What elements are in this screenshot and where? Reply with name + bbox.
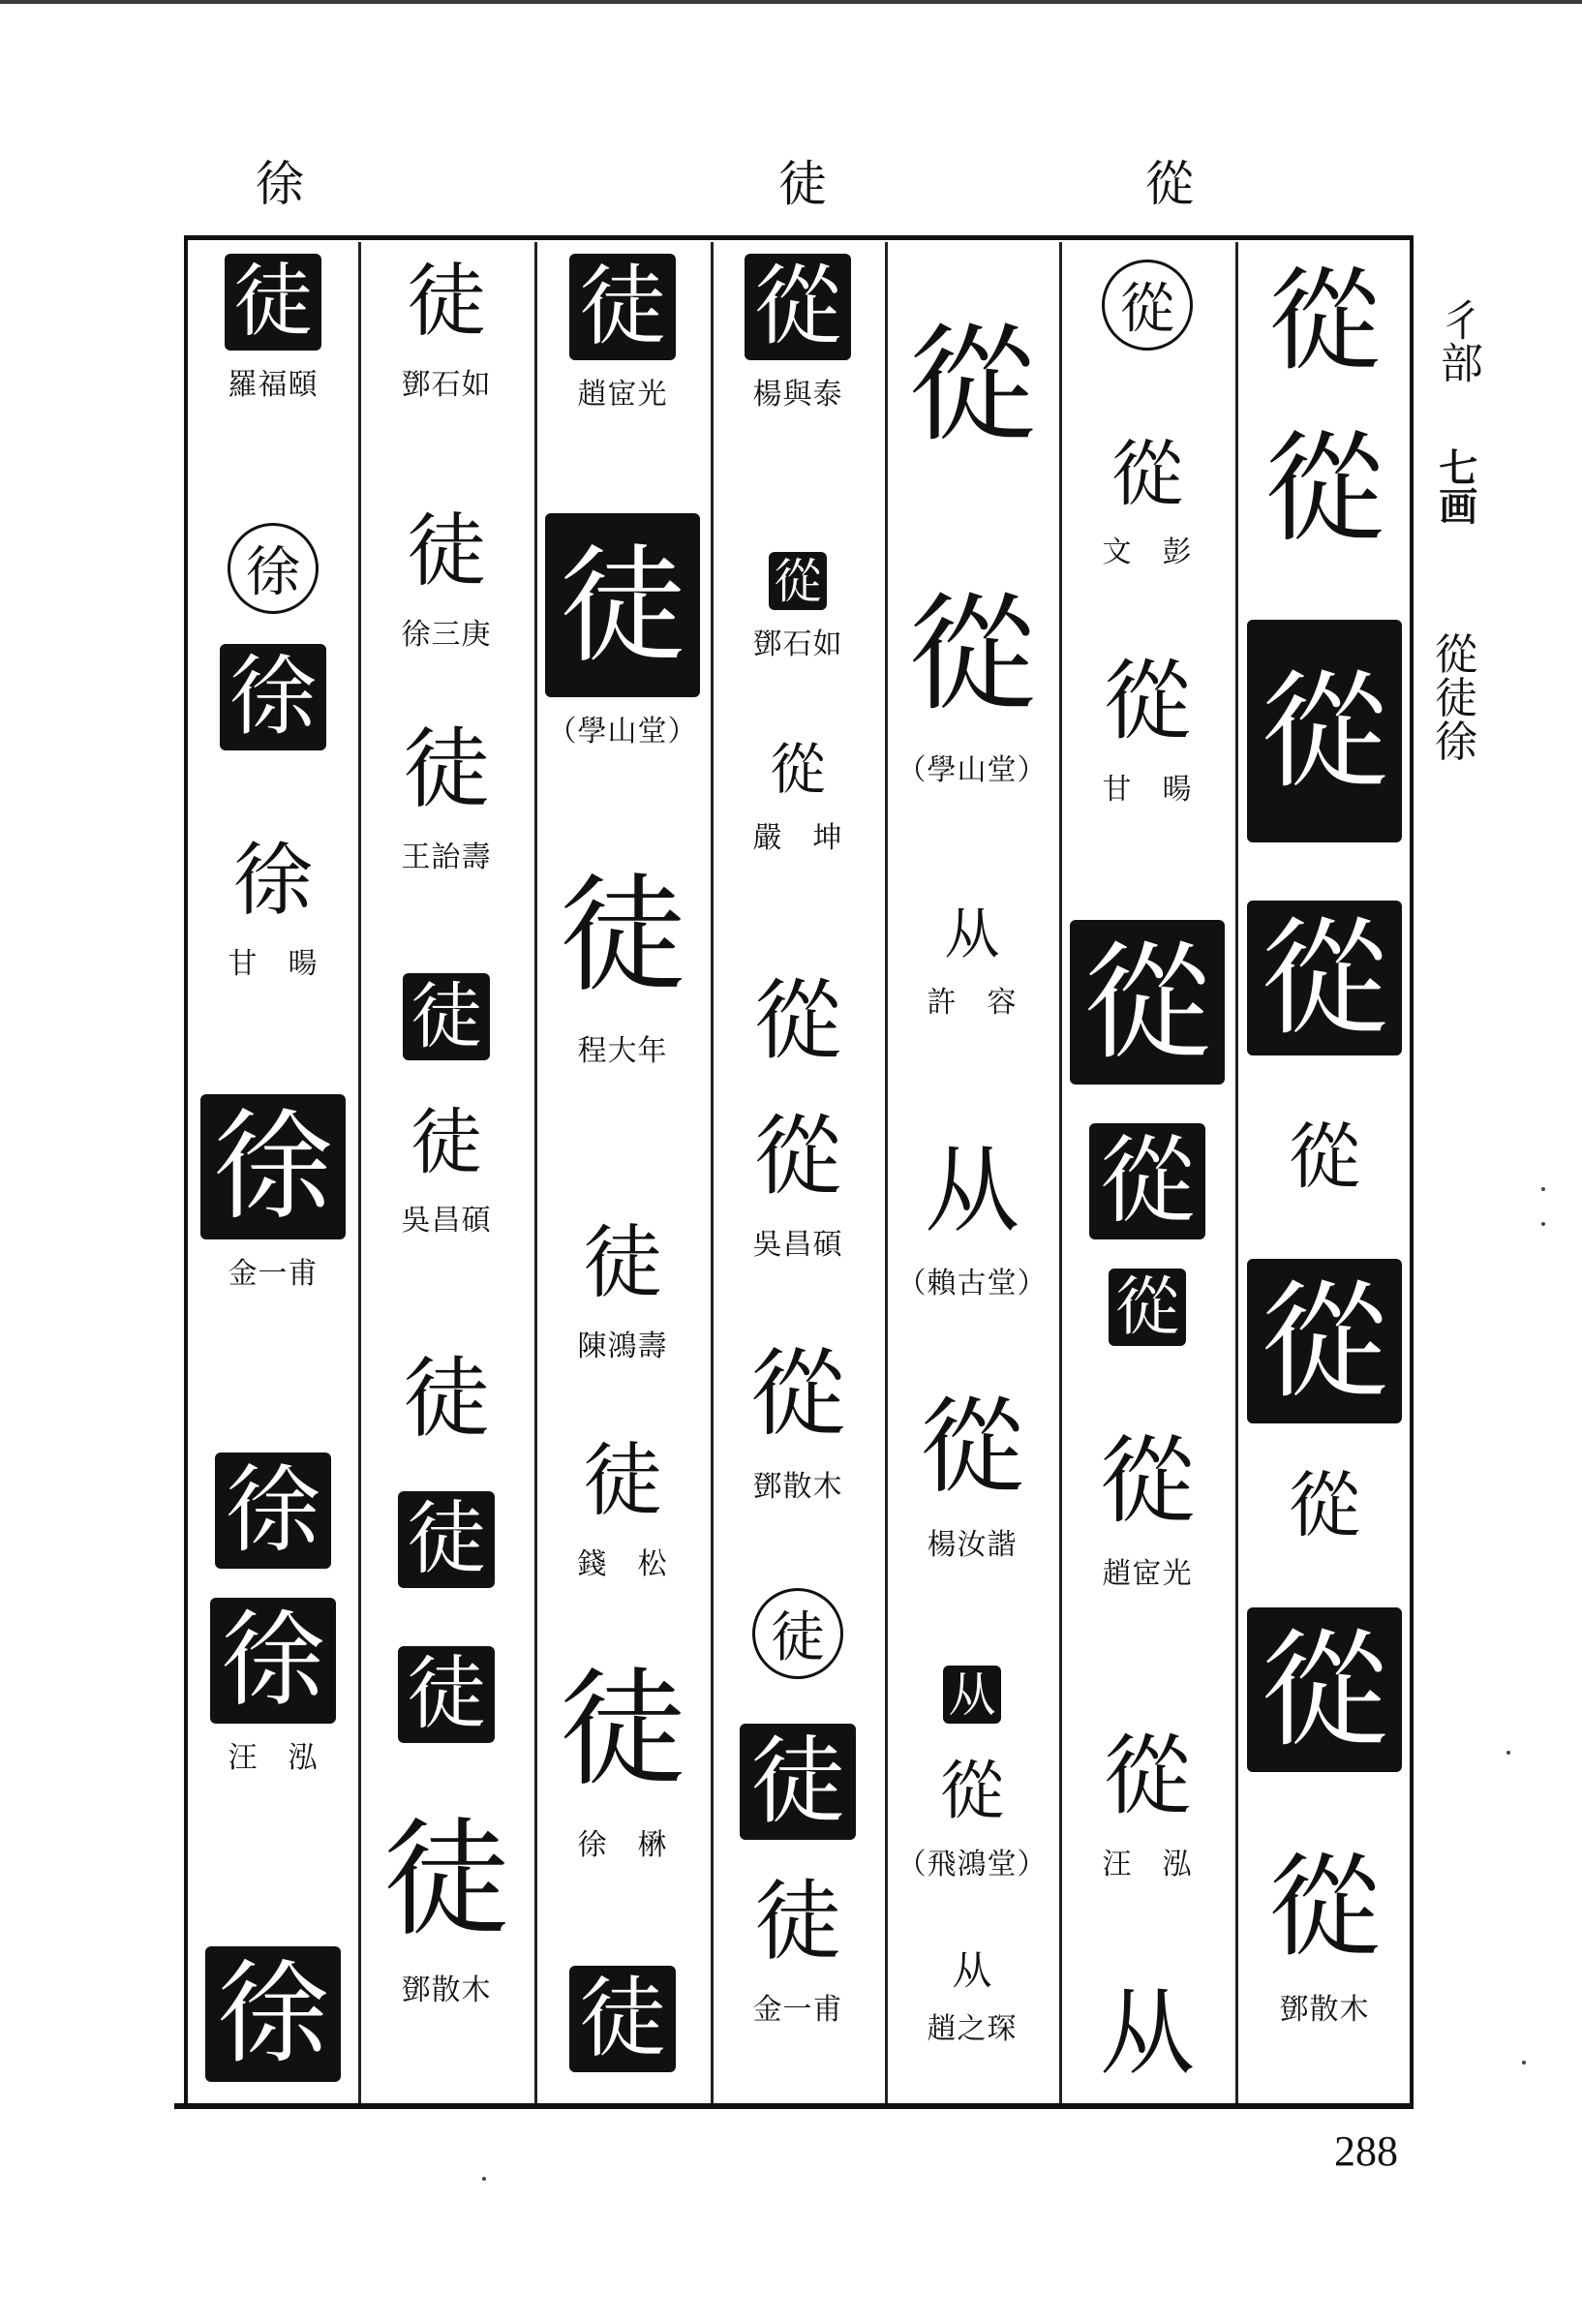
seal-impression-intaglio: 從 [1099,1426,1195,1537]
header-character-tu: 徒 [778,156,827,212]
column-divider [358,242,361,2103]
seal-carver-label: 吳昌碩 [401,1204,492,1238]
seal-entry [364,504,529,653]
seal-impression-intaglio: 徒 [403,1348,490,1450]
sidebar-index-item: 從 [1435,630,1477,680]
seal-entry [715,1104,880,1263]
seal-impression-relief: 从 [943,1666,1001,1724]
seal-impression-relief: 徒 [569,254,676,360]
seal-impression-intaglio: 徐 [232,835,313,927]
seal-entry [890,254,1054,515]
seal-entry [191,1598,355,1776]
seal-carver-label: 甘 暘 [1102,773,1193,807]
seal-impression-intaglio: 从 [1099,1978,1195,2089]
seal-entry [540,254,705,413]
sidebar-strokes-text: 七画 [1432,447,1477,525]
seal-impression-intaglio: 從 [1111,433,1183,516]
seal-carver-label: 金一甫 [228,1257,319,1291]
seal-entry [364,1491,529,1588]
seal-entry [1242,254,1407,389]
seal-carver-label: 甘 暘 [228,947,319,981]
seal-carver-label: 吳昌碩 [752,1228,843,1262]
seal-impression-relief: 徒 [398,1646,495,1743]
seal-carver-label: 鄧散木 [401,1973,492,2007]
seal-carver-label: 楊汝諧 [927,1528,1018,1562]
seal-impression-relief: 徒 [740,1724,856,1840]
sidebar-index-item: 徒 [1435,673,1477,723]
top-border-line [0,0,1582,4]
seal-entry [364,1801,529,2008]
seal-impression-relief: 從 [1247,620,1402,842]
seal-carver-label: 許 容 [927,986,1018,1020]
sidebar-stroke-count [1432,447,1477,525]
seal-impression-relief: 從 [1247,1607,1402,1772]
column-divider [1235,242,1238,2103]
seal-impression-relief: 從 [1089,1123,1205,1239]
seal-impression-intaglio: 從 [1104,651,1191,752]
seal-carver-label: 錢 松 [577,1547,668,1581]
seal-entry [1065,1724,1230,1882]
seal-impression-intaglio: 從 [754,1106,841,1208]
seal-carver-label: 王詒壽 [401,841,492,874]
seal-impression-intaglio: 徒 [406,256,486,348]
seal-impression-relief: 徐 [215,1452,331,1569]
seal-impression-intaglio: 徒 [559,1654,686,1803]
seal-impression-relief: 從 [1109,1269,1186,1346]
seal-impression-relief: 徒 [569,1966,676,2072]
seal-impression-relief: 徒 [403,973,490,1060]
seal-entry [715,552,880,662]
seal-entry [191,523,355,614]
seal-impression-intaglio: 從 [940,1754,1004,1828]
seal-entry [1242,620,1407,842]
seal-entry [364,1099,529,1238]
seal-entry [715,254,880,413]
seal-entry [890,1133,1054,1301]
sidebar-radical-text: 彳部 [1432,298,1482,383]
seal-entry [1242,1259,1407,1423]
sidebar-index-item: 徐 [1435,717,1477,767]
seal-carver-label: 趙宧光 [577,378,668,412]
seal-impression-intaglio: 從 [908,579,1036,728]
seal-entry [191,254,355,403]
seal-impression-intaglio: 從 [1268,1842,1381,1972]
seal-entry [1065,431,1230,570]
seal-entry [715,1336,880,1505]
seal-impression-relief: 徐 [200,1094,346,1239]
circled-character-marker: 從 [1102,260,1193,351]
seal-impression-intaglio: 從 [770,737,826,802]
seal-carver-label: 嚴 坤 [752,821,843,855]
seal-carver-label: 汪 泓 [228,1741,319,1775]
seal-impression-intaglio: 从 [924,1136,1019,1246]
seal-impression-intaglio: 從 [1289,1464,1360,1547]
seal-impression-intaglio: 從 [754,970,841,1072]
seal-impression-intaglio: 徒 [382,1804,510,1953]
seal-impression-intaglio: 徒 [559,860,686,1009]
circled-character-marker: 徐 [228,523,319,614]
seal-impression-relief: 徐 [205,1946,341,2082]
seal-entry [1065,649,1230,808]
seal-entry [715,736,880,856]
seal-entry [890,901,1054,1021]
seal-carver-label: （學山堂） [897,753,1048,787]
seal-impression-relief: 從 [1247,1259,1402,1423]
seal-impression-relief: 從 [745,254,851,360]
seal-carver-label: 程大年 [577,1034,668,1068]
seal-carver-label: （飛鴻堂） [897,1848,1048,1881]
seal-impression-intaglio: 徒 [403,719,490,820]
seal-impression-relief: 徒 [225,254,321,351]
seal-impression-relief: 從 [1247,901,1402,1055]
seal-impression-relief: 徐 [210,1598,336,1724]
seal-entry [1065,1269,1230,1346]
seal-impression-relief: 從 [769,552,827,610]
seal-entry [715,1869,880,2028]
seal-carver-label: 文 彭 [1102,535,1193,569]
seal-entry [540,513,705,749]
seal-entry [540,1433,705,1582]
seal-entry [1065,920,1230,1085]
seal-entry [364,717,529,875]
column-divider [885,242,888,2103]
page-number: 288 [1334,2127,1398,2175]
seal-impression-intaglio: 從 [1289,1116,1360,1199]
seal-entry [1065,260,1230,351]
seal-impression-relief: 徒 [398,1491,495,1588]
seal-carver-label: 金一甫 [752,1993,843,2027]
seal-carver-label: 楊與泰 [752,378,843,412]
seal-entry [1242,1114,1407,1201]
seal-carver-label: 羅福頤 [228,368,319,402]
seal-impression-intaglio: 從 [1264,419,1384,559]
seal-impression-intaglio: 从 [952,1946,992,1994]
seal-carver-label: 趙之琛 [927,2012,1018,2046]
seal-entry [540,1215,705,1364]
seal-impression-intaglio: 徒 [411,1101,482,1184]
seal-impression-intaglio: 從 [1268,256,1381,386]
seal-impression-intaglio: 徒 [754,1871,841,1972]
seal-carver-label: 鄧石如 [752,627,843,661]
seal-impression-intaglio: 徒 [582,1217,662,1309]
seal-entry [890,1946,1054,2047]
seal-entry [364,1346,529,1452]
seal-impression-intaglio: 從 [920,1387,1024,1508]
seal-impression-intaglio: 從 [1104,1726,1191,1827]
column-divider [1059,242,1062,2103]
header-character-xu: 徐 [256,156,304,212]
seal-entry [540,1646,705,1863]
seal-impression-intaglio: 徒 [406,505,486,597]
seal-entry [890,571,1054,788]
seal-entry [1242,1840,1407,2028]
sidebar-radical [1432,298,1482,383]
seal-impression-intaglio: 從 [908,310,1036,459]
seal-entry [540,852,705,1069]
seal-entry [540,1966,705,2072]
seal-entry [1242,1462,1407,1549]
seal-impression-relief: 徒 [545,513,700,697]
seal-carver-label: 鄧散木 [1279,1993,1370,2027]
seal-entry [364,973,529,1060]
seal-entry [715,968,880,1075]
seal-entry [191,1452,355,1569]
seal-impression-intaglio: 徒 [582,1435,662,1527]
seal-impression-relief: 從 [1070,920,1225,1085]
seal-entry [715,1724,880,1840]
seal-entry [191,1946,355,2082]
seal-entry [715,1588,880,1679]
seal-entry [890,1385,1054,1563]
column-divider [711,242,714,2103]
seal-carver-label: 陳鴻壽 [577,1330,668,1363]
seal-entry [191,833,355,982]
seal-entry [1065,1975,1230,2092]
seal-carver-label: 徐 楙 [577,1828,668,1862]
seal-entry [890,1753,1054,1882]
seal-entry [1242,901,1407,1055]
seal-entry [191,1094,355,1292]
sidebar-character-index [1435,630,1477,767]
seal-entry [1065,1123,1230,1239]
seal-carver-label: 鄧散木 [752,1470,843,1504]
seal-entry [1242,1607,1407,1772]
seal-carver-label: 趙宧光 [1102,1557,1193,1591]
seal-entry [890,1666,1054,1724]
header-character-cong: 從 [1145,156,1194,212]
seal-entry [364,254,529,403]
seal-carver-label: （賴古堂） [897,1267,1048,1300]
seal-carver-label: （學山堂） [547,715,698,749]
seal-impression-relief: 徐 [220,644,326,750]
seal-carver-label: 汪 泓 [1102,1848,1193,1881]
seal-impression-intaglio: 从 [944,902,1000,966]
seal-entry [1065,1423,1230,1592]
seal-entry [364,1646,529,1743]
column-divider [534,242,537,2103]
seal-carver-label: 徐三庚 [401,618,492,652]
seal-entry [1242,416,1407,562]
seal-carver-label: 鄧石如 [401,368,492,402]
circled-character-marker: 徒 [752,1588,843,1679]
seal-entry [191,644,355,750]
seal-impression-intaglio: 從 [749,1339,845,1450]
